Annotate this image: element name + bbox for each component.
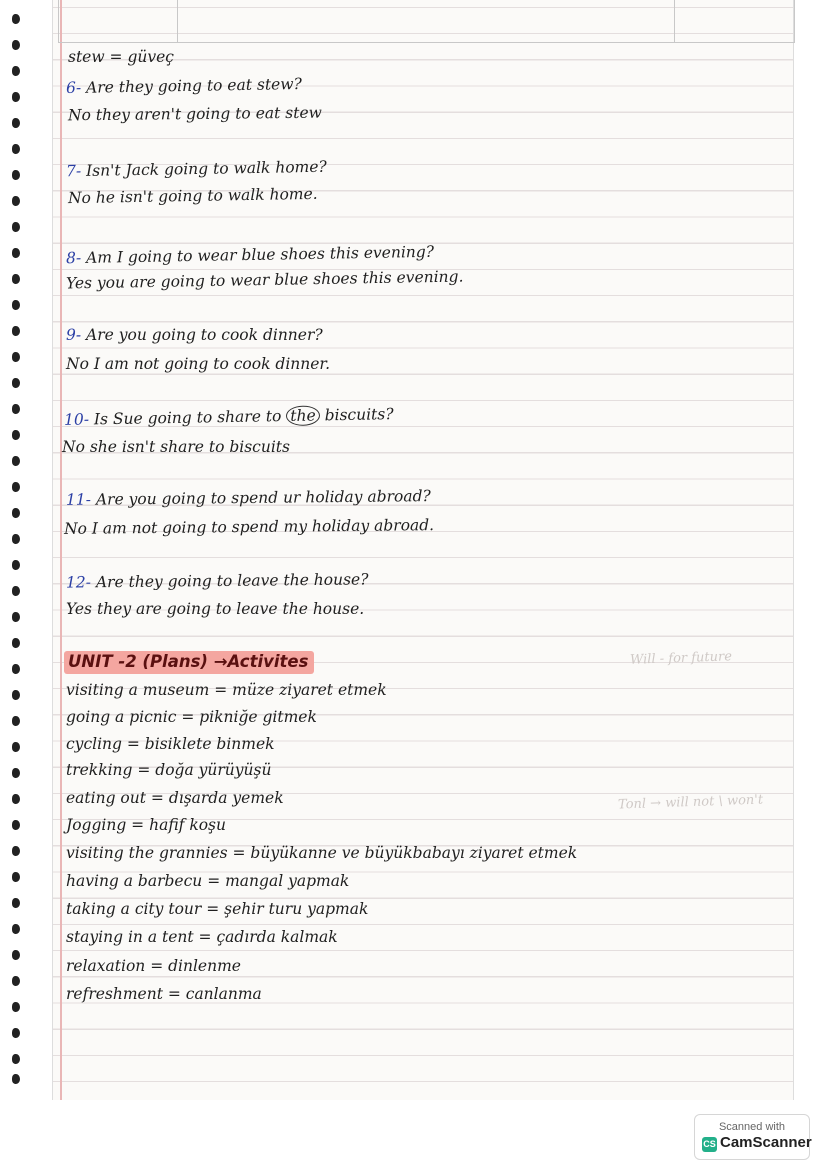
question-text: Am I going to wear blue shoes this evening? — [85, 242, 435, 267]
binding-hole — [12, 586, 20, 596]
binding-hole — [12, 638, 20, 648]
binding-hole — [12, 378, 20, 388]
answer-9: No I am not going to cook dinner. — [66, 355, 331, 373]
activity-item: having a barbecu = mangal yapmak — [66, 872, 350, 890]
binding-hole — [12, 326, 20, 336]
binding-hole — [12, 66, 20, 76]
binding-hole — [12, 872, 20, 882]
binding-hole — [12, 664, 20, 674]
question-text: Are they going to leave the house? — [95, 570, 369, 592]
binding-hole — [12, 742, 20, 752]
binding-hole — [12, 170, 20, 180]
camscanner-brand: CamScanner — [720, 1134, 812, 1151]
binding-hole — [12, 898, 20, 908]
binding-hole — [12, 612, 20, 622]
camscanner-logo-icon: CS — [702, 1137, 717, 1152]
question-12 — [66, 570, 369, 591]
binding-hole — [12, 404, 20, 414]
binding-hole — [12, 534, 20, 544]
question-text: Are you going to spend ur holiday abroad? — [95, 487, 431, 509]
activity-item: staying in a tent = çadırda kalmak — [66, 928, 338, 946]
binding-hole — [12, 40, 20, 50]
binding-hole — [12, 716, 20, 726]
binding-hole — [12, 274, 20, 284]
activity-item: going a picnic = pikniğe gitmek — [66, 708, 317, 726]
binding-hole — [12, 794, 20, 804]
binding-hole — [12, 768, 20, 778]
question-9 — [66, 326, 323, 344]
question-number: 6- — [65, 78, 82, 98]
activity-item: visiting a museum = müze ziyaret etmek — [66, 681, 387, 699]
answer-11: No I am not going to spend my holiday abroad. — [63, 516, 435, 538]
activity-item: visiting the grannies = büyükanne ve büyükbabayı ziyaret etmek — [66, 844, 578, 862]
activity-item: cycling = bisiklete binmek — [66, 735, 275, 753]
question-text-end: biscuits? — [324, 405, 394, 425]
question-number: 10- — [63, 410, 90, 429]
question-text-start: Is Sue going to share to — [93, 407, 282, 429]
binding-hole — [12, 1074, 20, 1084]
binding-hole — [12, 352, 20, 362]
question-text: Are they going to eat stew? — [85, 74, 302, 97]
binding-hole — [12, 690, 20, 700]
binding-hole — [12, 430, 20, 440]
binding-hole — [12, 118, 20, 128]
camscanner-watermark — [694, 1114, 810, 1160]
question-text: Are you going to cook dinner? — [86, 326, 323, 344]
binding-hole — [12, 92, 20, 102]
activity-item: Jogging = hafif koşu — [66, 816, 226, 834]
binding-hole — [12, 820, 20, 830]
binding-hole — [12, 1054, 20, 1064]
binding-hole — [12, 144, 20, 154]
activity-item: refreshment = canlanma — [66, 985, 262, 1003]
margin-line — [60, 0, 62, 1100]
stew-definition: stew = güveç — [68, 48, 174, 66]
binding-hole — [12, 950, 20, 960]
answer-6: No they aren't going to eat stew — [67, 103, 322, 125]
binding-hole — [12, 196, 20, 206]
bleed-through-line: Tonl → will not \ won't — [617, 792, 764, 813]
activity-item: trekking = doğa yürüyüşü — [66, 761, 272, 779]
question-number: 7- — [65, 162, 82, 181]
binding-hole — [12, 14, 20, 24]
binding-hole — [12, 1002, 20, 1012]
question-number: 8- — [65, 248, 82, 268]
circled-word: the — [286, 405, 320, 426]
question-11 — [66, 487, 431, 509]
scanned-with-label: Scanned with — [718, 1121, 786, 1133]
answer-10: No she isn't share to biscuits — [62, 438, 290, 456]
binding-hole — [12, 924, 20, 934]
binding-hole — [12, 1028, 20, 1038]
bleed-through-heading: Will - for future — [629, 649, 733, 668]
activity-item: relaxation = dinlenme — [66, 957, 241, 975]
activity-item: taking a city tour = şehir turu yapmak — [66, 900, 369, 918]
binding-hole — [12, 846, 20, 856]
binding-hole — [12, 248, 20, 258]
binding-holes — [0, 0, 40, 1100]
unit-heading: UNIT -2 (Plans) →Activites — [64, 651, 314, 674]
binding-hole — [12, 300, 20, 310]
binding-hole — [12, 222, 20, 232]
question-number: 11- — [65, 490, 92, 509]
activity-item: eating out = dışarda yemek — [66, 789, 284, 807]
table-divider — [177, 0, 178, 42]
binding-hole — [12, 508, 20, 518]
answer-8: Yes you are going to wear blue shoes this evening. — [65, 267, 464, 293]
binding-hole — [12, 560, 20, 570]
top-table-box — [58, 0, 795, 43]
answer-12: Yes they are going to leave the house. — [66, 600, 365, 618]
binding-hole — [12, 482, 20, 492]
binding-hole — [12, 976, 20, 986]
binding-hole — [12, 456, 20, 466]
question-number: 12- — [65, 573, 92, 592]
question-text: Isn't Jack going to walk home? — [85, 157, 327, 180]
question-number: 9- — [66, 326, 82, 344]
answer-7: No he isn't going to walk home. — [67, 184, 318, 208]
table-divider — [674, 0, 675, 42]
